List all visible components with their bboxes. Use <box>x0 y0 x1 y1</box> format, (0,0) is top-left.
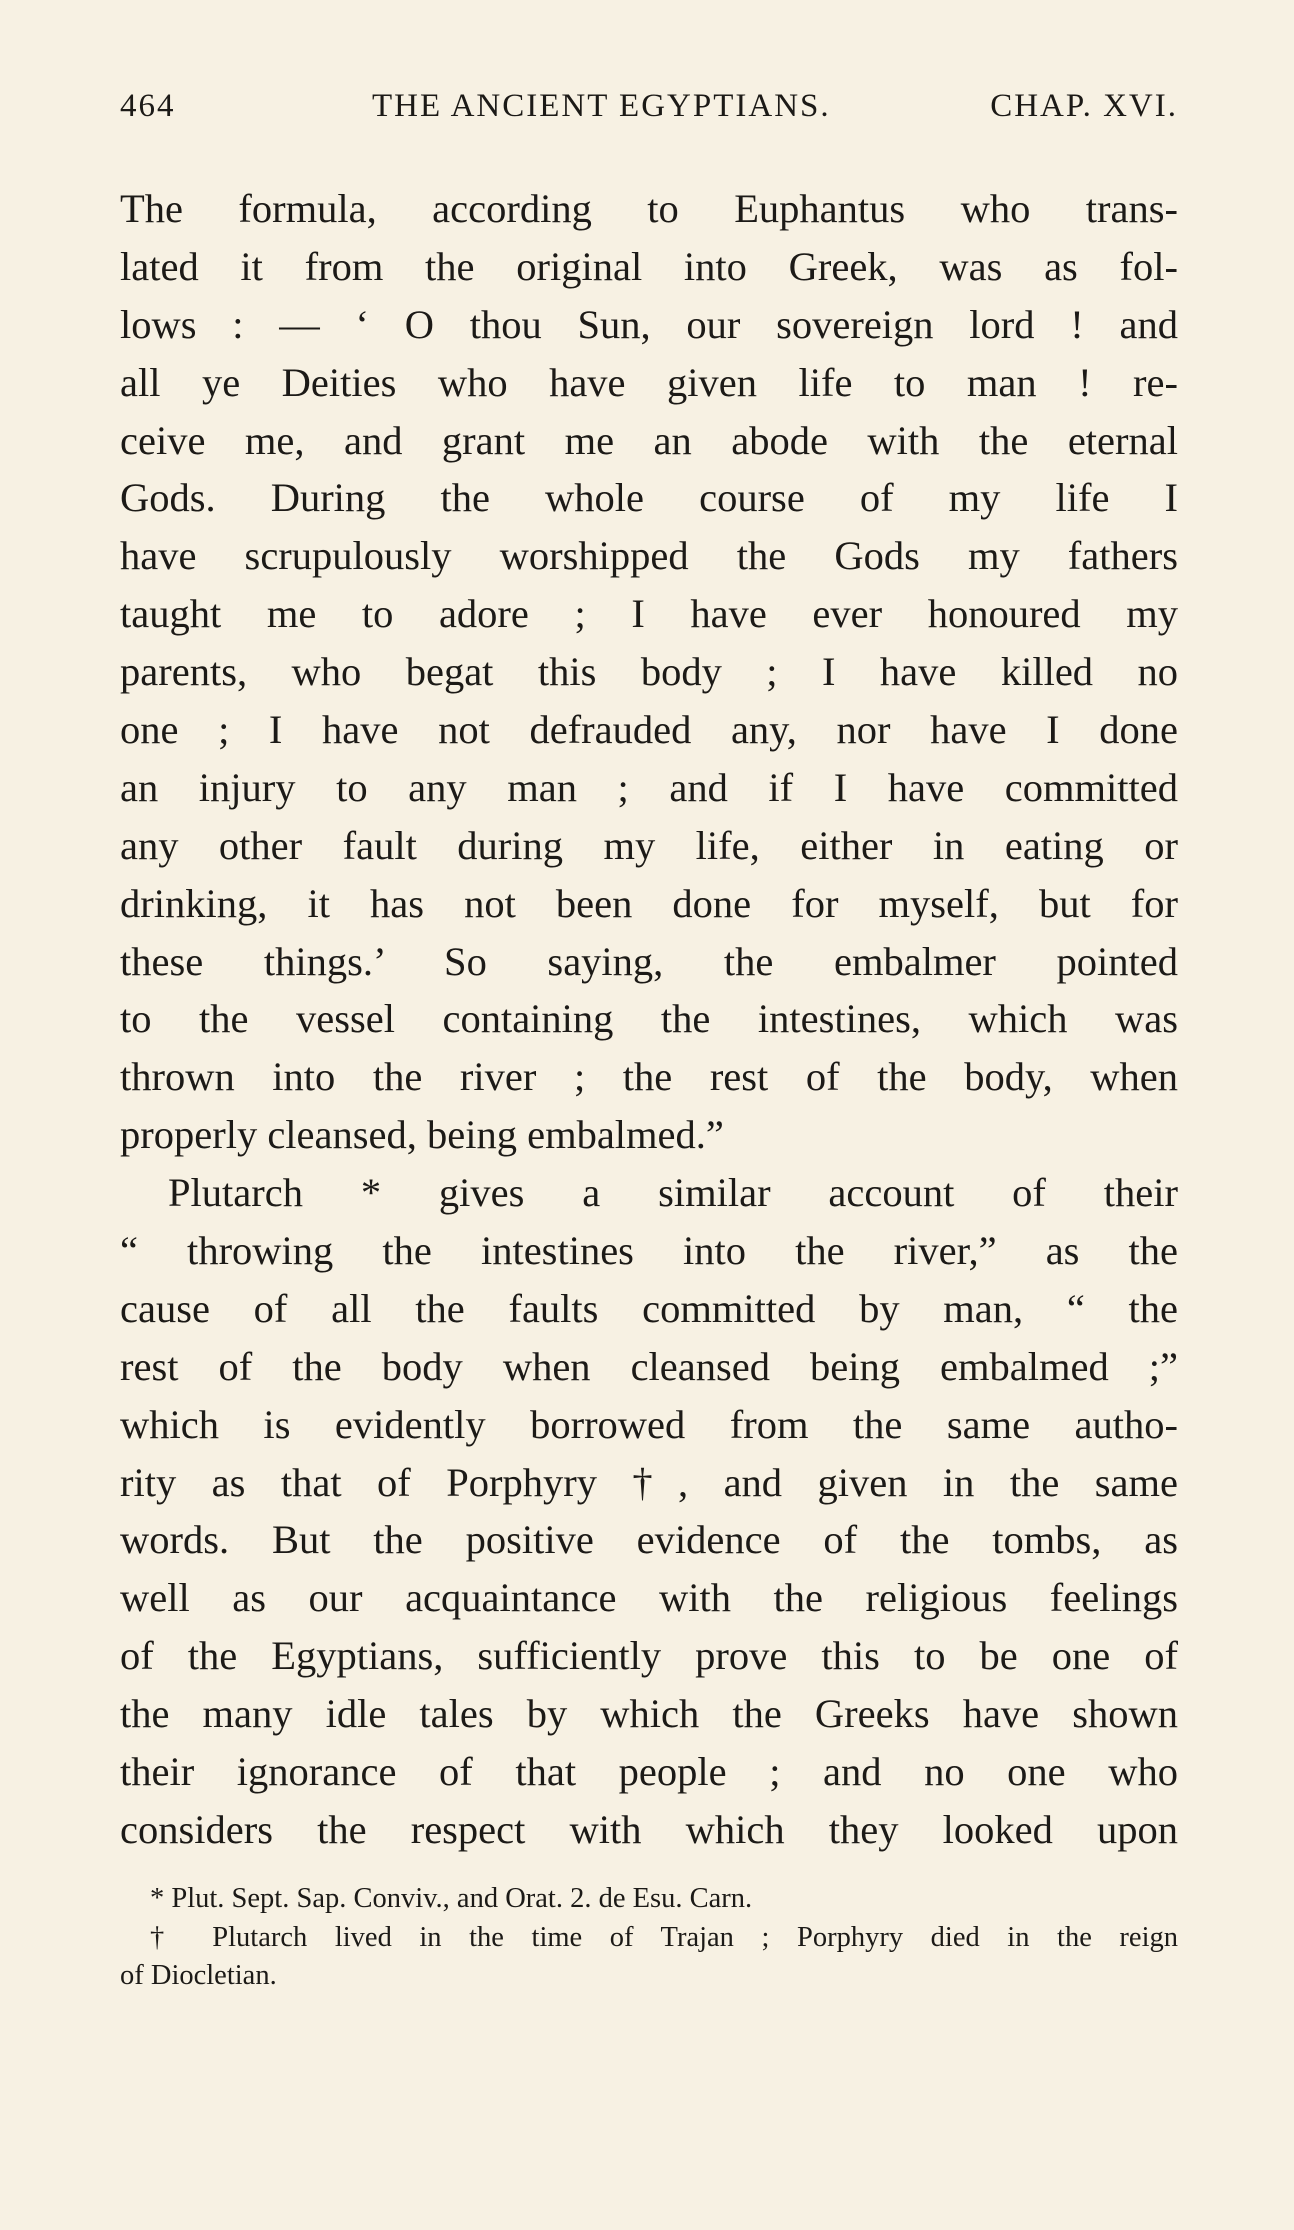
text-line: to the vessel containing the intestines, which was <box>120 996 1178 1042</box>
text-line: considers the respect with which they looked upon <box>120 1806 1178 1852</box>
footnotes <box>120 1880 1178 1996</box>
text-line: Gods. During the whole course of my life I <box>120 475 1178 521</box>
text-line: an injury to any man ; and if I have committed <box>120 764 1178 810</box>
text-line: have scrupulously worshipped the Gods my fathers <box>120 533 1178 579</box>
footnote: * Plut. Sept. Sap. Conviv., and Orat. 2. de Esu. Carn. <box>150 1883 753 1914</box>
running-title: THE ANCIENT EGYPTIANS. <box>372 88 831 124</box>
body-text <box>120 180 1178 1859</box>
text-line: cause of all the faults committed by man, “ the <box>120 1285 1178 1331</box>
text-line: parents, who begat this body ; I have killed no <box>120 649 1178 695</box>
chapter-label: CHAP. XVI. <box>990 88 1178 124</box>
text-line: one ; I have not defrauded any, nor have I done <box>120 707 1178 753</box>
text-line: of the Egyptians, sufficiently prove this to be one of <box>120 1633 1178 1679</box>
text-line: The formula, according to Euphantus who trans- <box>120 186 1178 231</box>
text-line: these things.’ So saying, the embalmer pointed <box>120 938 1178 984</box>
text-line: ceive me, and grant me an abode with the eternal <box>120 417 1178 463</box>
text-line: taught me to adore ; I have ever honoured my <box>120 591 1178 637</box>
text-line: Plutarch * gives a similar account of their <box>168 1170 1178 1216</box>
footnote-continuation: of Diocletian. <box>120 1960 277 1991</box>
text-line: thrown into the river ; the rest of the body, when <box>120 1054 1178 1100</box>
page-number: 464 <box>120 88 176 124</box>
text-line: lated it from the original into Greek, was as fol- <box>120 243 1178 289</box>
footnote: † Plutarch lived in the time of Trajan ; Porphyry died in the reign <box>150 1921 1178 1953</box>
text-line: their ignorance of that people ; and no one who <box>120 1749 1178 1795</box>
text-line: drinking, it has not been done for myself, but for <box>120 880 1178 926</box>
text-line: “ throwing the intestines into the river,” as the <box>120 1228 1178 1274</box>
text-line: lows : — ‘ O thou Sun, our sovereign lord ! and <box>120 301 1178 347</box>
text-line: rest of the body when cleansed being embalmed ;” <box>120 1343 1178 1389</box>
text-line: properly cleansed, being embalmed.” <box>120 1112 724 1158</box>
text-line: rity as that of Porphyry †, and given in the same <box>120 1459 1178 1505</box>
text-line: well as our acquaintance with the religious feelings <box>120 1575 1178 1621</box>
text-line: the many idle tales by which the Greeks have shown <box>120 1691 1178 1737</box>
text-line: any other fault during my life, either in eating or <box>120 822 1178 868</box>
text-line: which is evidently borrowed from the same autho- <box>120 1401 1178 1447</box>
running-header <box>120 88 1178 138</box>
text-line: words. But the positive evidence of the tombs, as <box>120 1517 1178 1563</box>
text-line: all ye Deities who have given life to man ! re- <box>120 359 1178 405</box>
